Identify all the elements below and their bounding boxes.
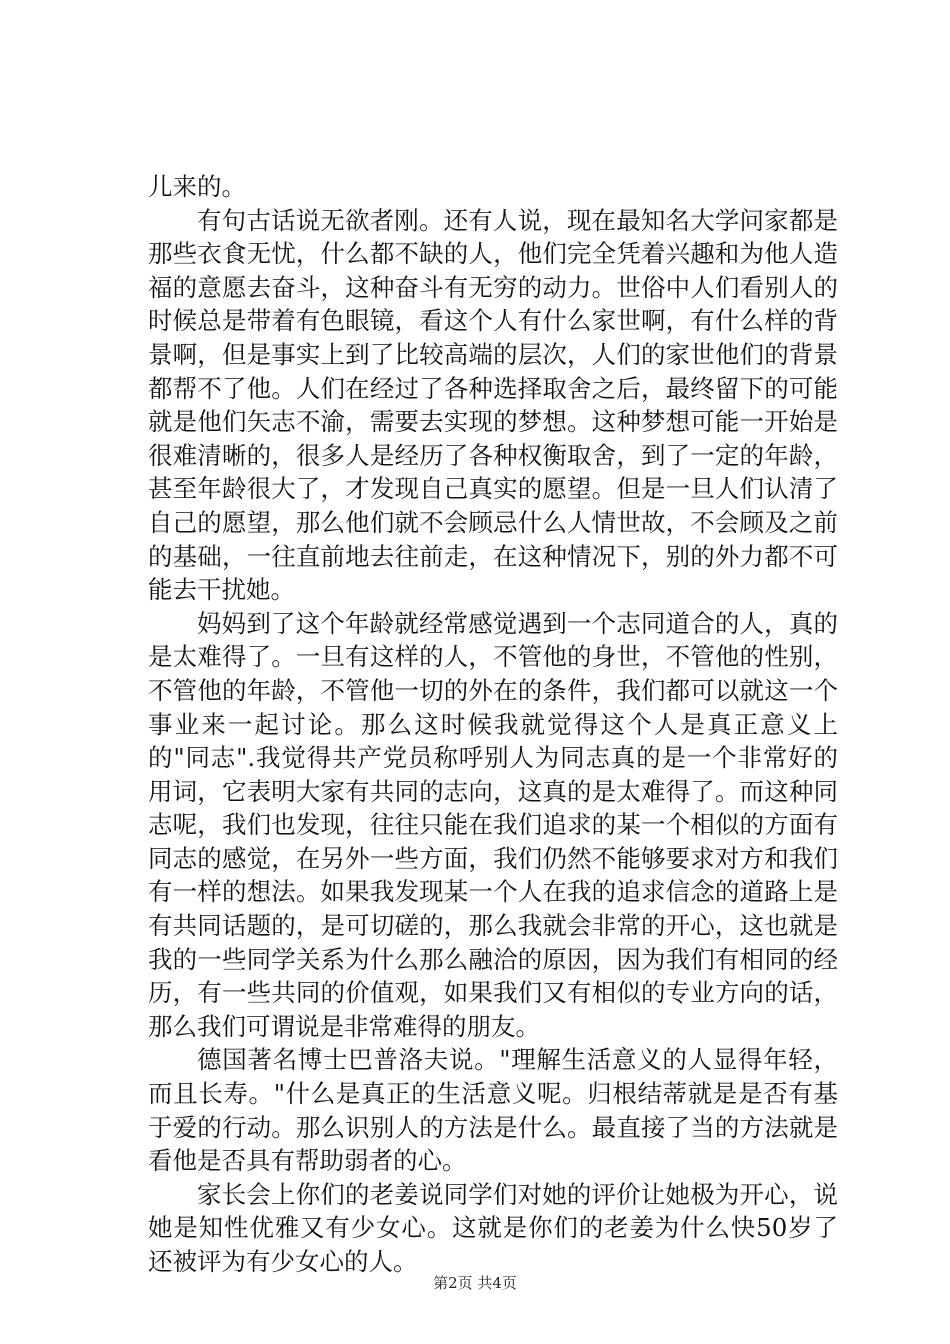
- document-body: [148, 170, 838, 1279]
- page-number-footer: 第2页 共4页: [433, 1274, 517, 1292]
- paragraph-4: 德国著名博士巴普洛夫说。"理解生活意义的人显得年轻，而且长寿。"什么是真正的生活意义呢。归根结蒂就是是否有基于爱的行动。那么识别人的方法是什么。最直接了当的方法就是看他是否具有帮助弱者的心。: [148, 1045, 838, 1176]
- paragraph-2: 有句古话说无欲者刚。还有人说，现在最知名大学问家都是那些衣食无忧，什么都不缺的人，他们完全凭着兴趣和为他人造福的意愿去奋斗，这种奋斗有无穷的动力。世俗中人们看别人的时候总是带着有色眼镜，看这个人有什么家世啊，有什么样的背景啊，但是事实上到了比较高端的层次，人们的家世他们的背景都帮不了他。人们在经过了各种选择取舍之后，最终留下的可能就是他们矢志不渝，需要去实现的梦想。这种梦想可能一开始是很难清晰的，很多人是经历了各种权衡取舍，到了一定的年龄，甚至年龄很大了，才发现自己真实的愿望。但是一旦人们认清了自己的愿望，那么他们就不会顾忌什么人情世故，不会顾及之前的基础，一往直前地去往前走，在这种情况下，别的外力都不可能去干扰她。: [148, 205, 838, 605]
- paragraph-5: 家长会上你们的老姜说同学们对她的评价让她极为开心，说她是知性优雅又有少女心。这就是你们的老姜为什么快50岁了还被评为有少女心的人。: [148, 1179, 838, 1276]
- paragraph-1: 儿来的。: [148, 172, 246, 201]
- paragraph-3: 妈妈到了这个年龄就经常感觉遇到一个志同道合的人，真的是太难得了。一旦有这样的人，不管他的身世，不管他的性别，不管他的年龄，不管他一切的外在的条件，我们都可以就这一个事业来一起讨论。那么这时候我就觉得这个人是真正意义上的"同志".我觉得共产党员称呼别人为同志真的是一个非常好的用词，它表明大家有共同的志向，这真的是太难得了。而这种同志呢，我们也发现，往往只能在我们追求的某一个相似的方面有同志的感觉，在另外一些方面，我们仍然不能够要求对方和我们有一样的想法。如果我发现某一个人在我的追求信念的道路上是有共同话题的，是可切磋的，那么我就会非常的开心，这也就是我的一些同学关系为什么那么融洽的原因，因为我们有相同的经历，有一些共同的价值观，如果我们又有相似的专业方向的话，那么我们可谓说是非常难得的朋友。: [148, 608, 838, 1041]
